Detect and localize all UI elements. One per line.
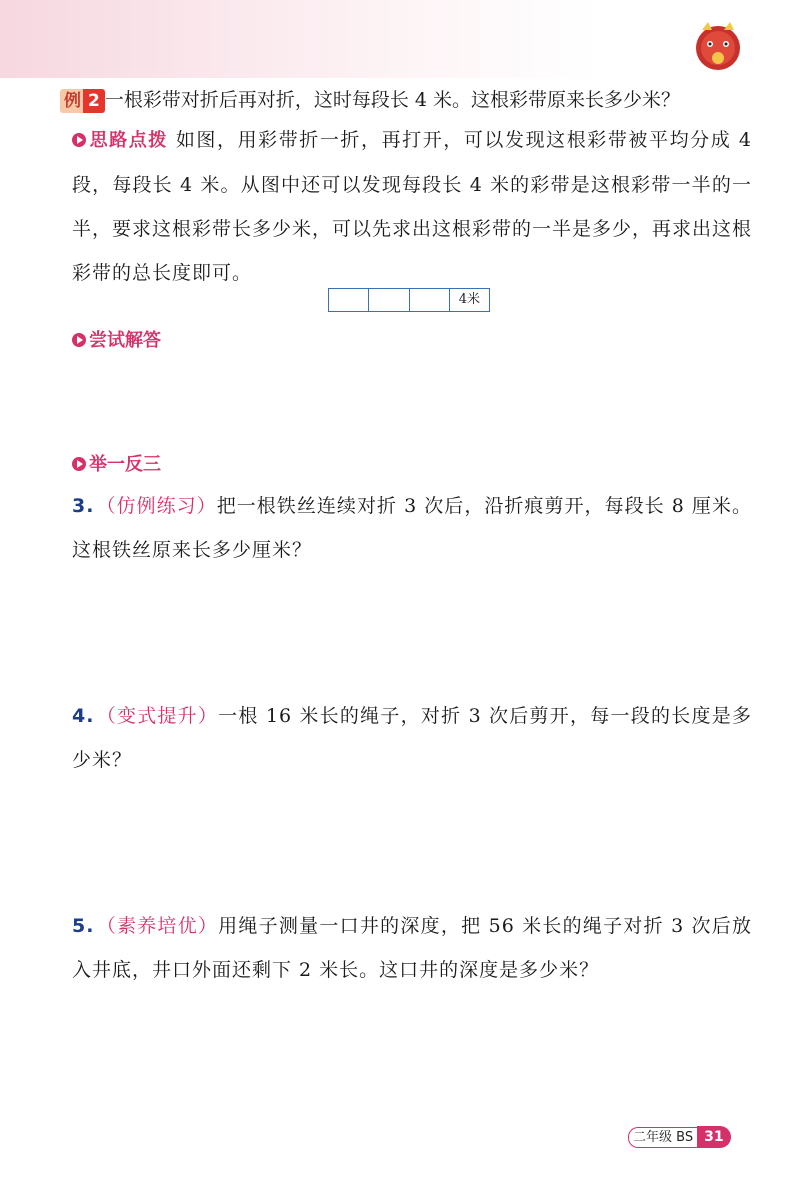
hint-heading: 思路点拨 — [72, 130, 168, 151]
page-footer — [628, 1126, 731, 1148]
practice-heading: 举一反三 — [72, 450, 161, 476]
example-2-question — [60, 84, 760, 116]
segment-length-label: 4米 — [458, 292, 481, 307]
page-number: 31 — [697, 1126, 730, 1148]
problem-4: 4. （变式提升）一根 16 米长的绳子，对折 3 次后剪开，每一段的长度是多少米？ — [72, 705, 752, 771]
play-bullet-icon — [72, 457, 86, 471]
example-badge: 例 2 — [60, 89, 105, 113]
problem-5: 5. （素养培优）用绳子测量一口井的深度，把 56 米长的绳子对折 3 次后放入井底，井口外面还剩下 2 米长。这口井的深度是多少米？ — [72, 915, 752, 981]
hint-paragraph — [72, 118, 752, 295]
ribbon-diagram — [328, 288, 490, 312]
grade-label: 二年级 BS — [628, 1127, 697, 1148]
play-bullet-icon — [72, 333, 86, 347]
hint-text: 如图，用彩带折一折，再打开，可以发现这根彩带被平均分成 4 段，每段长 4 米。从图中还可以发现每段长 4 米的彩带是这根彩带一半的一半，要求这根彩带长多少米，可以先求出这根彩带的一半是多少，再求出这根彩带的总长度即可。 — [72, 129, 753, 284]
example-question-text: 一根彩带对折后再对折，这时每段长 4 米。这根彩带原来长多少米？ — [104, 89, 681, 111]
mascot-icon — [690, 18, 746, 74]
problem-3: 3. （仿例练习）把一根铁丝连续对折 3 次后，沿折痕剪开，每段长 8 厘米。这根铁丝原来长多少厘米？ — [72, 495, 752, 561]
try-answer-heading: 尝试解答 — [72, 326, 161, 352]
ribbon-segment — [329, 289, 369, 311]
ribbon-segment-labeled — [450, 289, 489, 311]
play-bullet-icon — [72, 133, 86, 147]
ribbon-segment — [410, 289, 450, 311]
ribbon-segment — [369, 289, 409, 311]
header-decoration-band — [0, 0, 800, 78]
